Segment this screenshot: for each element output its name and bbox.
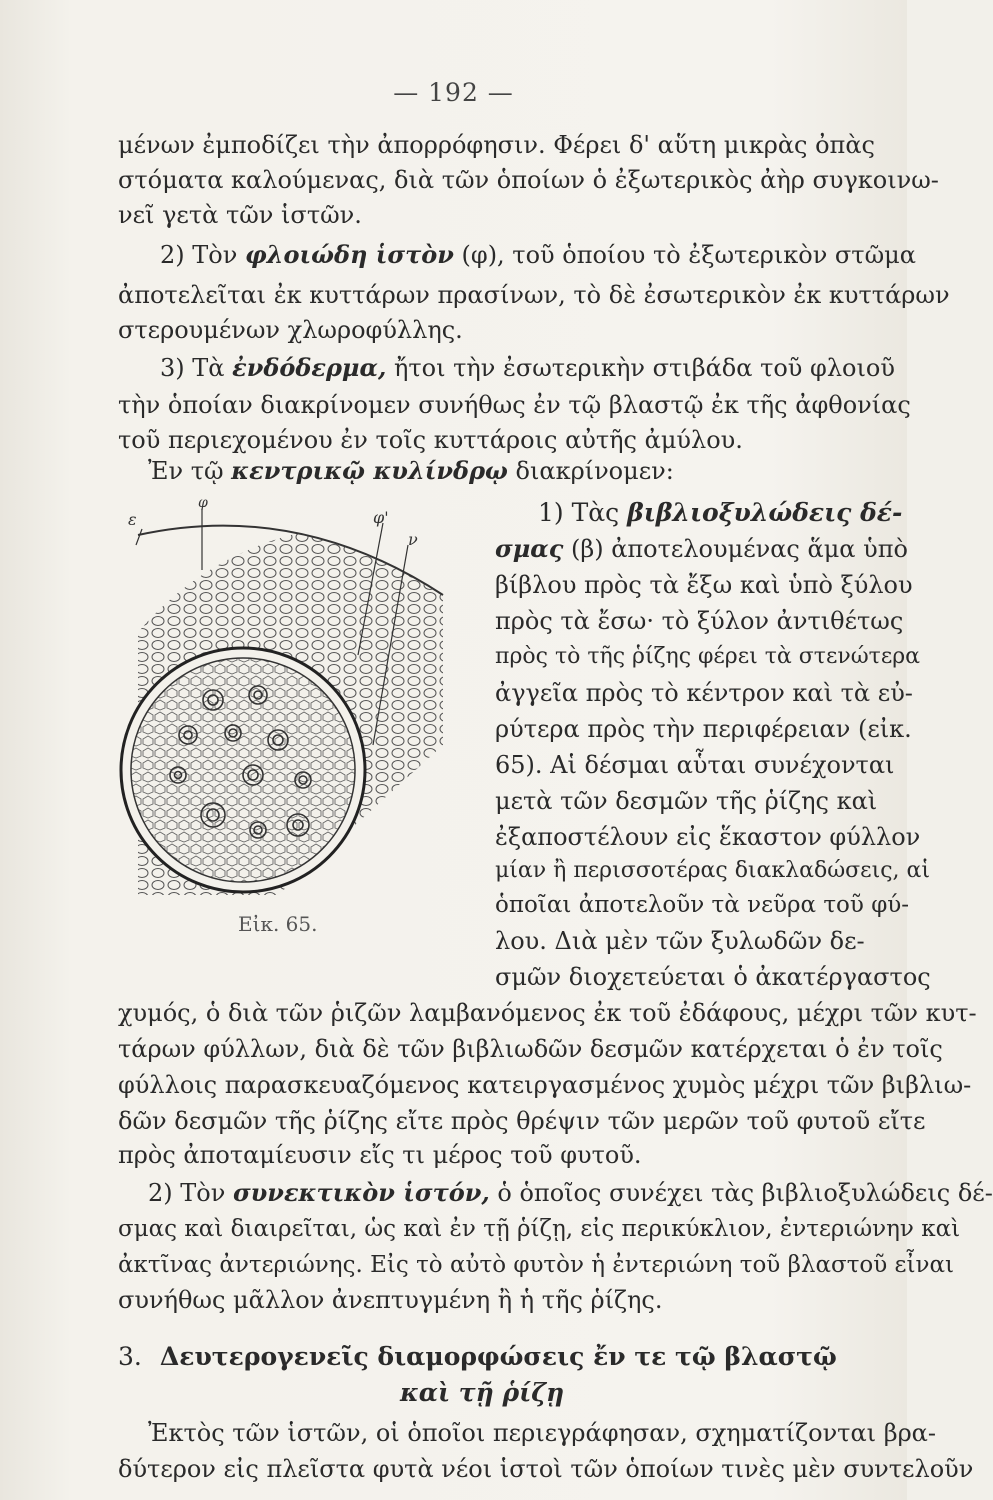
text-span: Ἐν τῷ <box>148 457 232 485</box>
figure-label: φ' <box>373 508 389 527</box>
section-title-line-2: καὶ τῇ ῥίζῃ <box>400 1378 565 1407</box>
figure-label: ε <box>128 510 137 529</box>
term-bold: ἐνδόδερμα, <box>232 353 387 382</box>
text-line: στερουμένων χλωροφύλλης. <box>118 316 463 344</box>
text-span: ἤτοι τὴν ἐσωτερικὴν στιβάδα τοῦ φλοιοῦ <box>386 354 895 382</box>
right-col-line: ρύτερα πρὸς τὴν περιφέρειαν (εἰκ. <box>495 715 912 743</box>
text-line: χυμός, ὁ διὰ τῶν ῥιζῶν λαμβανόμενος ἐκ τοῦ ἐδάφους, μέχρι τῶν κυτ- <box>118 999 977 1027</box>
right-col-line: λου. Διὰ μὲν τῶν ξυλωδῶν δε- <box>495 927 865 955</box>
text-span: 2) Τὸν <box>160 241 245 269</box>
right-col-line: ἐξαποστέλουν εἰς ἕκαστον φύλλον <box>495 823 921 851</box>
stem-cross-section-drawing <box>118 495 490 895</box>
paragraph-4-line <box>148 456 674 486</box>
figure-label: ν <box>408 530 418 549</box>
right-col-line: ἀγγεῖα πρὸς τὸ κέντρον καὶ τὰ εὐ- <box>495 679 913 707</box>
term-bold: κεντρικῷ κυλίνδρῳ <box>231 456 508 485</box>
paragraph-3-line-1 <box>160 353 895 383</box>
text-line: νεῖ γετὰ τῶν ἱστῶν. <box>118 201 362 229</box>
text-line: δύτερον εἰς πλεῖστα φυτὰ νέοι ἱστοὶ τῶν ὁποίων τινὲς μὲν συντελοῦν <box>118 1455 974 1483</box>
right-col-line: μίαν ἢ περισσοτέρας διακλαδώσεις, αἱ <box>495 858 930 883</box>
right-col-line-2 <box>495 534 908 564</box>
text-line: τὴν ὁποίαν διακρίνομεν συνήθως ἐν τῷ βλαστῷ ἐκ τῆς ἀφθονίας <box>118 391 911 419</box>
right-col-line: μετὰ τῶν δεσμῶν τῆς ῥίζης καὶ <box>495 787 878 815</box>
text-line: φύλλοις παρασκευαζόμενος κατειργασμένος χυμὸς μέχρι τῶν βιβλιω- <box>118 1071 972 1099</box>
text-span: 2) Τὸν <box>148 1179 233 1207</box>
section-number: 3. <box>118 1342 142 1371</box>
text-line: ἀκτῖνας ἀντεριώνης. Εἰς τὸ αὐτὸ φυτὸν ἡ ἐντεριώνη τοῦ βλαστοῦ εἶναι <box>118 1252 955 1278</box>
text-line: ἀποτελεῖται ἐκ κυττάρων πρασίνων, τὸ δὲ ἐσωτερικὸν ἐκ κυττάρων <box>118 281 950 309</box>
paragraph-5-line-1 <box>148 1178 993 1208</box>
text-line: τοῦ περιεχομένου ἐν τοῖς κυττάροις αὐτῆς ἀμύλου. <box>118 426 743 454</box>
text-span: (φ), τοῦ ὁποίου τὸ ἐξωτερικὸν στῶμα <box>453 241 916 269</box>
right-col-line: πρὸς τὰ ἔσω· τὸ ξύλον ἀντιθέτως <box>495 607 904 635</box>
text-span: 3) Τὰ <box>160 354 233 382</box>
page-number: — 192 — <box>393 78 514 107</box>
term-bold: φλοιώδη ἱστὸν <box>244 240 454 269</box>
text-line: Ἐκτὸς τῶν ἱστῶν, οἱ ὁποῖοι περιεγράφησαν, σχηματίζονται βρα- <box>148 1419 936 1447</box>
text-span: ὁ ὁποῖος συνέχει τὰς βιβλιοξυλώδεις δέ- <box>489 1179 993 1207</box>
text-line: συνήθως μᾶλλον ἀνεπτυγμένη ἢ ἡ τῆς ῥίζης. <box>118 1286 663 1314</box>
text-line: μένων ἐμποδίζει τὴν ἀπορρόφησιν. Φέρει δ' αὕτη μικρὰς ὀπὰς <box>118 131 875 159</box>
text-span: 1) Τὰς <box>538 498 628 527</box>
term-bold: συνεκτικὸν ἱστόν, <box>232 1178 490 1207</box>
right-col-line: σμῶν διοχετεύεται ὁ ἀκατέργαστος <box>495 963 931 991</box>
right-col-line: 65). Αἱ δέσμαι αὗται συνέχονται <box>495 751 895 779</box>
text-line: σμας καὶ διαιρεῖται, ὡς καὶ ἐν τῇ ῥίζῃ, εἰς περικύκλιον, ἐντεριώνην καὶ <box>118 1216 961 1242</box>
right-col-line-1 <box>538 498 902 528</box>
figure-caption: Εἰκ. 65. <box>238 912 318 936</box>
stem-cross-section-illustration <box>118 495 490 895</box>
text-line: δῶν δεσμῶν τῆς ῥίζης εἴτε πρὸς θρέψιν τῶν μερῶν τοῦ φυτοῦ εἴτε <box>118 1107 926 1135</box>
text-line: στόματα καλούμενας, διὰ τῶν ὁποίων ὁ ἐξωτερικὸς ἀὴρ συγκοινω- <box>118 166 939 194</box>
right-col-line: βίβλου πρὸς τὰ ἔξω καὶ ὑπὸ ξύλου <box>495 571 913 599</box>
section-title: Δευτερογενεῖς διαμορφώσεις ἔν τε τῷ βλαστῷ <box>159 1342 837 1371</box>
text-line: πρὸς ἀποταμίευσιν εἴς τι μέρος τοῦ φυτοῦ. <box>118 1141 642 1169</box>
text-line: τάρων φύλλων, διὰ δὲ τῶν βιβλιωδῶν δεσμῶν κατέρχεται ὁ ἐν τοῖς <box>118 1035 943 1063</box>
text-span: διακρίνομεν: <box>507 457 674 485</box>
term-bold: σμας <box>495 534 564 563</box>
section-heading <box>118 1342 837 1371</box>
paragraph-2-line-1 <box>160 240 916 270</box>
right-col-line: ὁποῖαι ἀποτελοῦν τὰ νεῦρα τοῦ φύ- <box>495 892 910 918</box>
right-col-line: πρὸς τὸ τῆς ῥίζης φέρει τὰ στενώτερα <box>495 644 921 669</box>
term-bold: βιβλιοξυλώδεις δέ- <box>627 498 903 527</box>
figure-label: φ <box>198 495 208 511</box>
text-span: (β) ἀποτελουμένας ἅμα ὑπὸ <box>563 535 908 563</box>
